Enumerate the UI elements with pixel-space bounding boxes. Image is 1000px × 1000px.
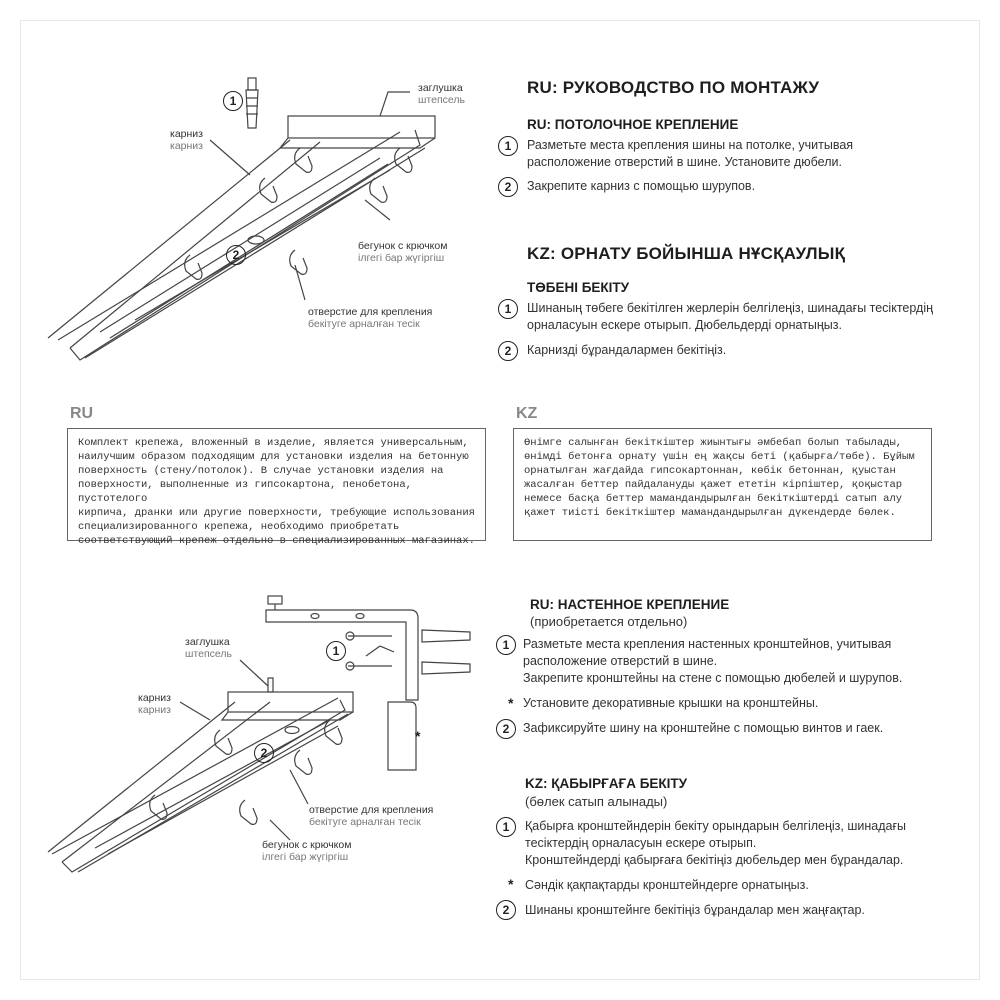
ru-wall-step2-num: 2 [496,719,516,739]
top-label-plug: заглушка штепсель [418,82,465,106]
kz-ceiling-step1: Шинаның төбеге бекітілген жерлерін белгілеңіз, шинадағы тесіктердің орналасуын ескере отырып. Дюбельдерді орнатыңыз. [527,301,933,332]
kz-wall-heading: KZ: ҚАБЫРҒАҒА БЕКІТУ [525,776,688,791]
kz-note-box: Өнімге салынған бекіткіштер жиынтығы әмбебап болып табылады, өнімді бетонға орнату үшін ең жақсы беті (қабырға/төбе). Бұйым орнатылған жағдайда гипсокартоннан, көбік бетоннан, қуыстан жасалған беттер пайдалануды қажет ететін кірпіштер, қоқыстар немесе басқа беттер мамандандырылған бекіткіштерді сатып алу қажет тиісті бекіткіштер мамандандырылған дүкендерде бөлек. [513,428,932,541]
wall-label-runner: бегунок с крючком ілгегі бар жүгіргіш [262,839,352,863]
ru-ceiling-step1-num: 1 [498,136,518,156]
kz-ceiling-subheading: ТӨБЕНІ БЕКІТУ [527,280,630,295]
kz-wall-step2-num: 2 [496,900,516,920]
top-marker-1: 1 [223,91,243,111]
kz-ceiling-step2-num: 2 [498,341,518,361]
kz-wall-note: (бөлек сатып алынады) [525,794,668,809]
ru-wall-step1-num: 1 [496,635,516,655]
top-label-runner: бегунок с крючком ілгегі бар жүгіргіш [358,240,448,264]
ru-ceiling-step2: Закрепите карниз с помощью шурупов. [527,179,756,193]
kz-ceiling-step2: Карнизді бұрандалармен бекітіңіз. [527,343,727,357]
ru-wall-star-text: Установите декоративные крышки на кронштейны. [523,696,819,710]
ru-wall-step1: Разметьте места крепления настенных кронштейнов, учитывая расположение отверстий в шине. Закрепите кронштейны на стене с помощью дюбелей и шурупов. [523,637,903,685]
ru-ceiling-heading: RU: РУКОВОДСТВО ПО МОНТАЖУ [527,78,820,97]
wall-marker-star: * [415,728,421,744]
wall-label-plug: заглушка штепсель [185,636,232,660]
ru-note-label: RU [70,405,94,422]
dowel-icon [246,78,258,128]
ru-ceiling-step2-num: 2 [498,177,518,197]
kz-note-label: KZ [516,405,538,422]
ru-wall-note: (приобретается отдельно) [530,614,688,629]
ru-ceiling-step1: Разметьте места крепления шины на потолке, учитывая расположение отверстий в шине. Установите дюбели. [527,138,854,169]
ru-wall-star: * [508,695,514,711]
top-marker-2: 2 [226,245,246,265]
top-label-rail: карниз карниз [170,128,203,152]
kz-wall-step1: Қабырға кронштейндерін бекіту орындарын белгілеңіз, шинадағы тесіктердің орналасуын ескере отырып. Кронштейндерді қабырғаға бекітіңіз дюбельдер мен бұрандалар. [525,819,906,867]
kz-ceiling-heading: KZ: ОРНАТУ БОЙЫНША НҰСҚАУЛЫҚ [527,244,846,263]
kz-ceiling-step1-num: 1 [498,299,518,319]
kz-wall-star-text: Сәндік қақпақтарды кронштейндерге орнатыңыз. [525,878,809,892]
ru-ceiling-subheading: RU: ПОТОЛОЧНОЕ КРЕПЛЕНИЕ [527,117,739,132]
kz-wall-step1-num: 1 [496,817,516,837]
wall-marker-2: 2 [254,743,274,763]
ru-wall-heading: RU: НАСТЕННОЕ КРЕПЛЕНИЕ [530,597,730,612]
wall-label-hole: отверстие для крепления бекітуге арналған тесік [309,804,434,828]
wall-label-rail: карниз карниз [138,692,171,716]
kz-wall-star: * [508,876,514,892]
ru-wall-step2: Зафиксируйте шину на кронштейне с помощью винтов и гаек. [523,721,884,735]
kz-wall-step2: Шинаны кронштейнге бекітіңіз бұрандалар мен жаңғақтар. [525,903,865,917]
top-label-hole: отверстие для крепления бекітуге арналған тесік [308,306,433,330]
wall-marker-1: 1 [326,641,346,661]
ru-note-box: Комплект крепежа, вложенный в изделие, является универсальным, наилучшим образом подходящим для установки изделия на бетонную поверхность (стену/потолок). В случае установки изделия на поверхности, выполненные из гипсокартона, пенобетона, пустотелого кирпича, дранки или другие поверхности, требующие использования специализированного крепежа, необходимо приобретать соответствующий крепеж отдельно в специализированных магазинах. [67,428,486,541]
